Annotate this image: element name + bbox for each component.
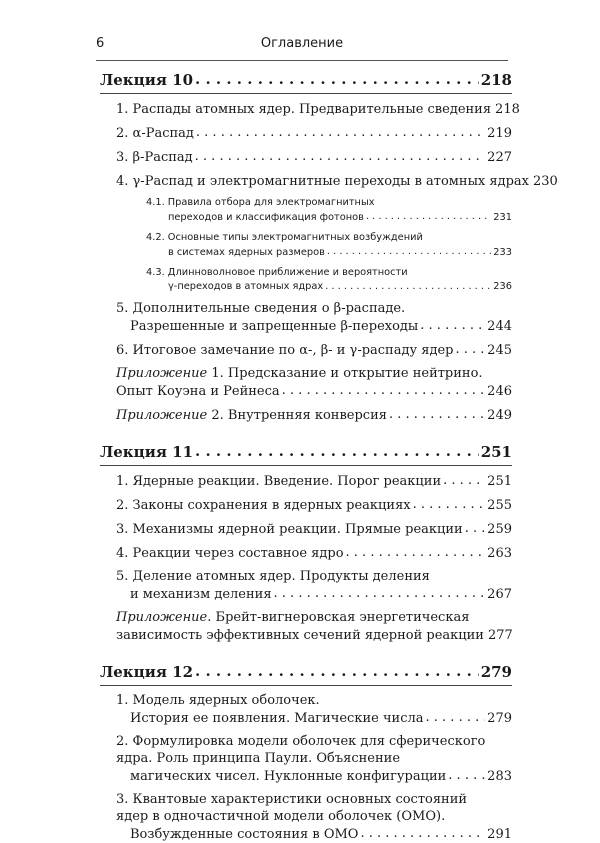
page-number: 6 — [96, 36, 105, 51]
toc-entry[interactable]: 1. Ядерные реакции. Введение. Порог реакции . . . 251 — [100, 472, 512, 490]
running-title: Оглавление — [260, 36, 344, 51]
toc-entry[interactable]: 6. Итоговое замечание по α-, β- и γ-распаду ядер . . . 245 — [100, 341, 512, 359]
lecture-rule — [100, 685, 512, 686]
toc-entry[interactable]: 5. Деление атомных ядер. Продукты деления и механизм деления . . . 267 — [100, 568, 512, 603]
header-rule — [96, 60, 508, 61]
toc-entry[interactable]: 1. Распады атомных ядер. Предварительные сведения 218 — [116, 102, 520, 117]
lecture-rule — [100, 93, 512, 94]
lecture-heading[interactable]: Лекция 10 . . . 218 — [100, 70, 512, 89]
toc-entry[interactable]: 4. γ-Распад и электромагнитные переходы в атомных ядрах 230 — [116, 174, 558, 189]
toc-entry[interactable]: 2. α-Распад . . . 219 — [100, 124, 512, 142]
toc-entry[interactable]: 2. Формулировка модели оболочек для сферического ядра. Роль принципа Паули. Объяснение магических чисел. Нуклонные конфигурации . . . 283 — [100, 733, 512, 785]
toc-entry[interactable]: 2. Законы сохранения в ядерных реакциях . . . 255 — [100, 496, 512, 514]
toc-subentry[interactable]: 4.3. Длинноволновое приближение и вероятности γ-переходов в атомных ядрах . . . 236 — [100, 266, 512, 295]
table-of-contents — [100, 68, 558, 843]
toc-entry[interactable]: 1. Модель ядерных оболочек. История ее появления. Магические числа . . . 279 — [100, 692, 512, 727]
toc-appendix-entry[interactable]: Приложение 2. Внутренняя конверсия . . . 249 — [100, 406, 512, 424]
toc-entry[interactable]: 5. Дополнительные сведения о β-распаде. Разрешенные и запрещенные β-переходы . . . 244 — [100, 300, 512, 335]
toc-subentry[interactable]: 4.1. Правила отбора для электромагнитных переходов и классификация фотонов . . . 231 — [100, 196, 512, 225]
toc-entry[interactable]: 4. Реакции через составное ядро . . . 263 — [100, 544, 512, 562]
toc-subentry[interactable]: 4.2. Основные типы электромагнитных возбуждений в системах ядерных размеров . . . 233 — [100, 231, 512, 260]
toc-entry[interactable]: 3. Механизмы ядерной реакции. Прямые реакции . . . 259 — [100, 520, 512, 538]
toc-entry[interactable]: 3. β-Распад . . . 227 — [100, 148, 512, 166]
lecture-rule — [100, 465, 512, 466]
toc-appendix-entry[interactable]: Приложение. Брейт-вигнеровская энергетическая зависимость эффективных сечений ядерной реакции 277 — [116, 610, 513, 644]
toc-entry[interactable]: 3. Квантовые характеристики основных состояний ядер в одночастичной модели оболочек (ОМО). Возбужденные состояния в ОМО . . . 291 — [100, 791, 512, 843]
lecture-heading[interactable]: Лекция 12 . . . 279 — [100, 662, 512, 681]
running-header — [96, 34, 508, 54]
lecture-heading[interactable]: Лекция 11 . . . 251 — [100, 442, 512, 461]
toc-appendix-entry[interactable]: Приложение 1. Предсказание и открытие нейтрино. Опыт Коуэна и Рейнеса . . . 246 — [100, 365, 512, 400]
